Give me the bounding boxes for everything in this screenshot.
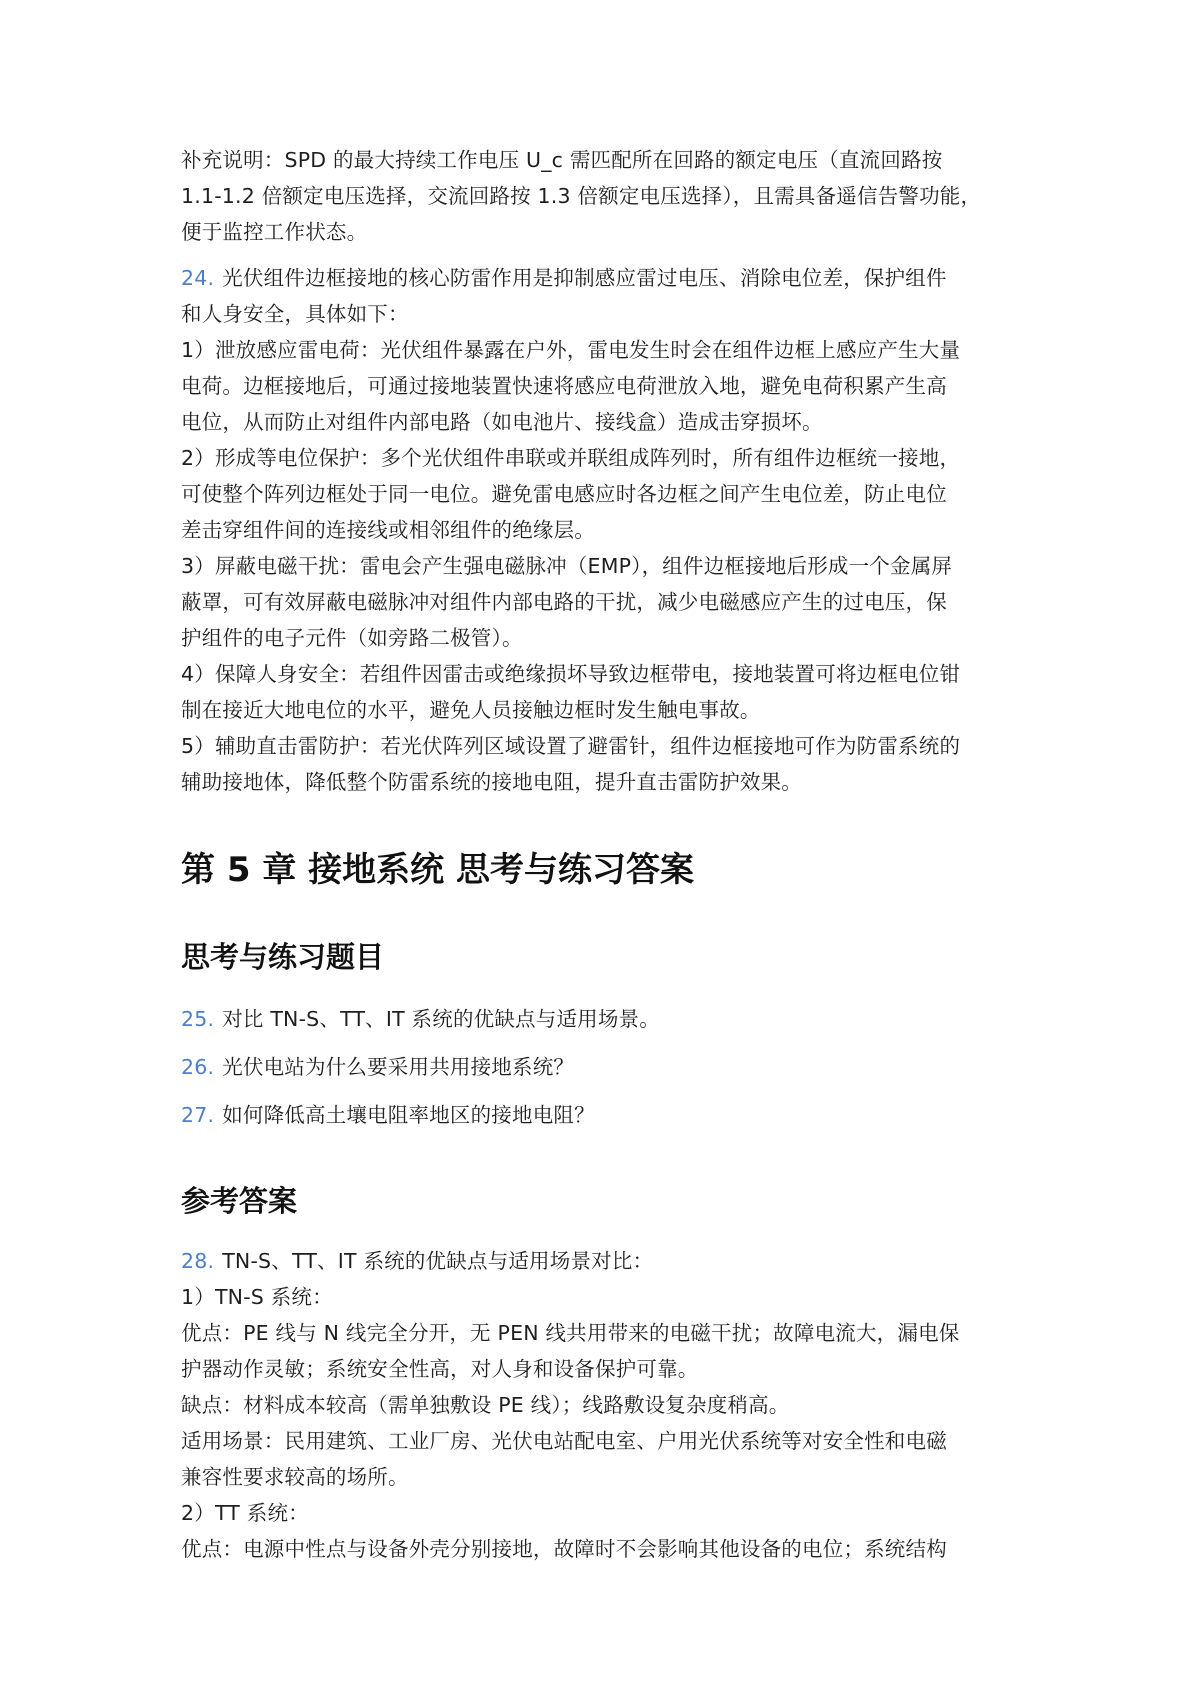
item-text: 光伏电站为什么要采用共用接地系统？ bbox=[222, 1055, 575, 1079]
item-number: 27. bbox=[181, 1103, 215, 1127]
text-line bbox=[181, 260, 1021, 296]
text-line: 可使整个阵列边框处于同一电位。避免雷电感应时各边框之间产生电位差，防止电位 bbox=[181, 482, 947, 506]
text-line: 适用场景：民用建筑、工业厂房、光伏电站配电室、户用光伏系统等对安全性和电磁 bbox=[181, 1429, 947, 1453]
page-content bbox=[181, 142, 1021, 1567]
item-number: 24. bbox=[181, 266, 215, 290]
text-line: 2）形成等电位保护：多个光伏组件串联或并联组成阵列时，所有组件边框统一接地， bbox=[181, 446, 961, 470]
item-text: 光伏组件边框接地的核心防雷作用是抑制感应雷过电压、消除电位差，保护组件 bbox=[222, 266, 947, 290]
answer-24 bbox=[181, 260, 1021, 800]
text-line: 便于监控工作状态。 bbox=[181, 220, 368, 244]
item-number: 25. bbox=[181, 1007, 215, 1031]
text-line: 5）辅助直击雷防护：若光伏阵列区域设置了避雷针，组件边框接地可作为防雷系统的 bbox=[181, 734, 961, 758]
text-line: 补充说明：SPD 的最大持续工作电压 U_c 需匹配所在回路的额定电压（直流回路按 bbox=[181, 148, 943, 172]
text-line bbox=[181, 1243, 1021, 1279]
text-line: 蔽罩，可有效屏蔽电磁脉冲对组件内部电路的干扰，减少电磁感应产生的过电压，保 bbox=[181, 590, 947, 614]
text-line: 3）屏蔽电磁干扰：雷电会产生强电磁脉冲（EMP），组件边框接地后形成一个金属屏 bbox=[181, 554, 953, 578]
answers-heading: 参考答案 bbox=[181, 1184, 298, 1218]
item-text: 对比 TN-S、TT、IT 系统的优缺点与适用场景。 bbox=[222, 1007, 660, 1031]
text-line: 1.1-1.2 倍额定电压选择，交流回路按 1.3 倍额定电压选择），且需具备遥信告警功能， bbox=[181, 184, 982, 208]
text-line: 差击穿组件间的连接线或相邻组件的绝缘层。 bbox=[181, 518, 595, 542]
list-item bbox=[181, 1049, 1021, 1085]
text-line: 4）保障人身安全：若组件因雷击或绝缘损坏导致边框带电，接地装置可将边框电位钳 bbox=[181, 662, 961, 686]
answer-28 bbox=[181, 1243, 1021, 1567]
item-text: 如何降低高土壤电阻率地区的接地电阻？ bbox=[222, 1103, 595, 1127]
text-line: 1）TN-S 系统： bbox=[181, 1285, 333, 1309]
text-line: 电位，从而防止对组件内部电路（如电池片、接线盒）造成击穿损坏。 bbox=[181, 410, 823, 434]
text-line: 电荷。边框接地后，可通过接地装置快速将感应电荷泄放入地，避免电荷积累产生高 bbox=[181, 374, 947, 398]
supplement-note bbox=[181, 142, 1021, 250]
text-line: 优点：PE 线与 N 线完全分开，无 PEN 线共用带来的电磁干扰；故障电流大，漏电保 bbox=[181, 1321, 960, 1345]
exercise-list bbox=[181, 1001, 1021, 1133]
text-line: 制在接近大地电位的水平，避免人员接触边框时发生触电事故。 bbox=[181, 698, 761, 722]
item-number: 26. bbox=[181, 1055, 215, 1079]
exercises-heading: 思考与练习题目 bbox=[181, 940, 385, 974]
chapter-title: 第 5 章 接地系统 思考与练习答案 bbox=[181, 850, 695, 890]
text-line: 辅助接地体，降低整个防雷系统的接地电阻，提升直击雷防护效果。 bbox=[181, 770, 802, 794]
text-line: 2）TT 系统： bbox=[181, 1501, 309, 1525]
text-line: 1）泄放感应雷电荷：光伏组件暴露在户外，雷电发生时会在组件边框上感应产生大量 bbox=[181, 338, 961, 362]
text-line: 和人身安全，具体如下： bbox=[181, 302, 409, 326]
text-line: 兼容性要求较高的场所。 bbox=[181, 1465, 409, 1489]
list-item bbox=[181, 1097, 1021, 1133]
text-line: 优点：电源中性点与设备外壳分别接地，故障时不会影响其他设备的电位；系统结构 bbox=[181, 1537, 947, 1561]
text-line: 护组件的电子元件（如旁路二极管）。 bbox=[181, 626, 523, 650]
list-item bbox=[181, 1001, 1021, 1037]
text-line: 护器动作灵敏；系统安全性高，对人身和设备保护可靠。 bbox=[181, 1357, 699, 1381]
item-text: TN-S、TT、IT 系统的优缺点与适用场景对比： bbox=[222, 1249, 654, 1273]
text-line: 缺点：材料成本较高（需单独敷设 PE 线）；线路敷设复杂度稍高。 bbox=[181, 1393, 790, 1417]
item-number: 28. bbox=[181, 1249, 215, 1273]
